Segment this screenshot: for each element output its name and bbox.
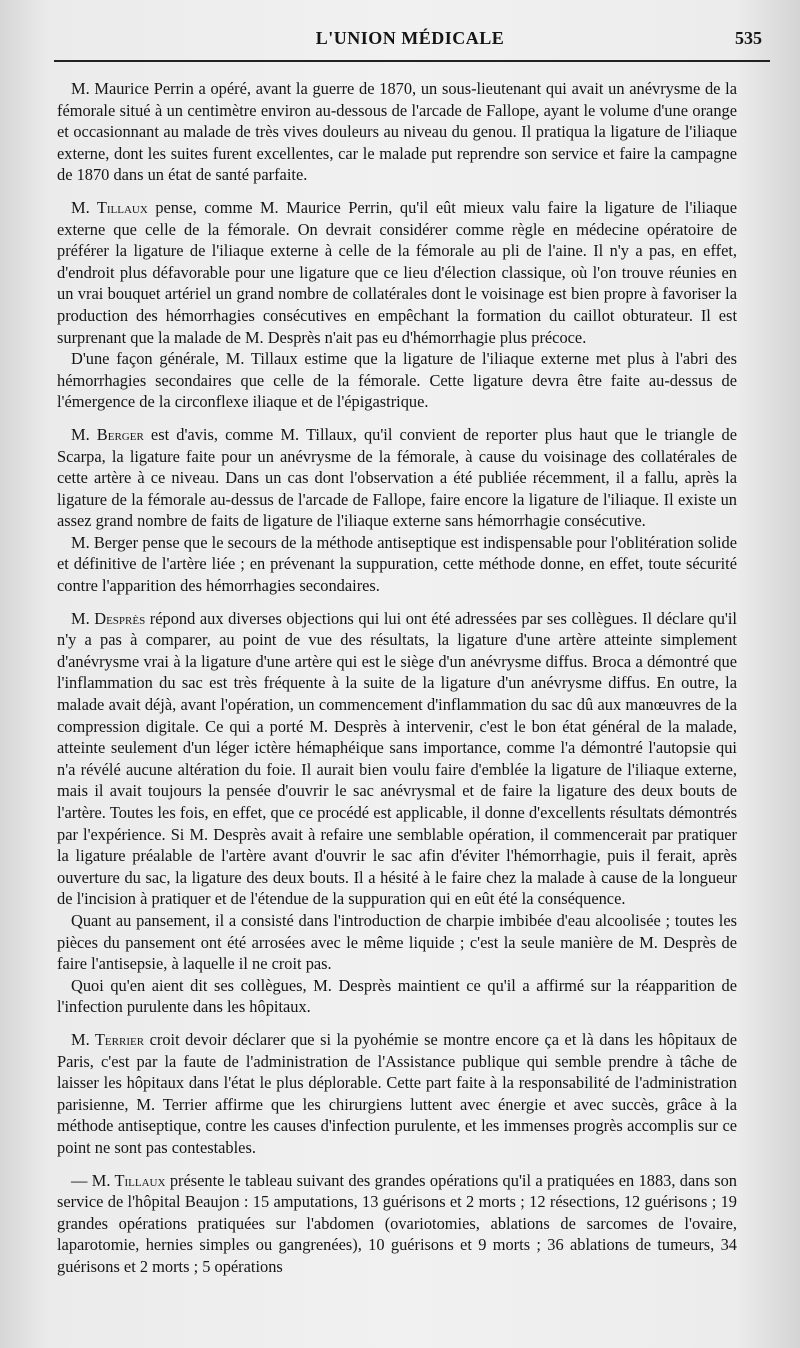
paragraph xyxy=(57,975,737,1018)
paragraph xyxy=(57,424,737,532)
paragraph xyxy=(57,1029,737,1159)
page-number: 535 xyxy=(735,28,762,48)
paragraph-text: est d'avis, comme M. Tillaux, qu'il convient de reporter plus haut que le triangle de Scarpa, la ligature faite pour un anévrysme de la fémorale, à cause du voisinage des collatérales de cette artère à ce niveau. Dans un cas dont l'observation a été publiée récemment, il a fallu, après la ligature de la fémorale au-dessus de l'arcade de Fallope, faire encore la ligature de l'iliaque. Il existe un assez grand nombre de faits de ligature de l'iliaque externe sans hémorrhagie consécutive. xyxy=(57,424,737,531)
speaker-name: M. Desprès xyxy=(71,608,146,628)
paragraph-text: M. Maurice Perrin a opéré, avant la guerre de 1870, un sous-lieutenant qui avait un anévrysme de la fémorale situé à un centimètre environ au-dessous de l'arcade de Fallope, ayant le volume d'une orange et occasionnant au malade de très vives douleurs au niveau du genou. Il pratiqua la ligature de l'iliaque externe, dont les suites furent excellentes, car le malade put reprendre son service et faire la campagne de 1870 dans un état de santé parfaite. xyxy=(57,79,737,185)
paragraph-text: croit devoir déclarer que si la pyohémie se montre encore ça et là dans les hôpitaux de Paris, c'est par la faute de l'administration de l'Assistance publique qui semble prendre à tâche de laisser les hôpitaux dans l'état le plus déplorable. Cette part faite à la responsabilité de l'administration parisienne, M. Terrier affirme que les chirurgiens luttent avec énergie et avec succès, grâce à la méthode antiseptique, contre les causes d'infection purulente, et les immenses progrès accomplis sur ce point ne sont pas contestables. xyxy=(57,1029,737,1157)
paragraph xyxy=(57,78,737,186)
paragraph-text: M. Berger pense que le secours de la méthode antiseptique est indispensable pour l'oblitération solide et définitive de l'artère liée ; en prévenant la suppuration, cette méthode donne, en effet, toute sécurité contre l'apparition des hémorrhagies secondaires. xyxy=(57,532,737,596)
paragraph xyxy=(57,197,737,348)
paragraph-text: pense, comme M. Maurice Perrin, qu'il eût mieux valu faire la ligature de l'iliaque externe que celle de la fémorale. On devrait considérer comme règle en médecine opératoire de préférer la ligature de l'iliaque externe à celle de la fémorale au pli de l'aine. Il n'y a pas, en effet, d'endroit plus défavorable pour une ligature que ce lieu d'élection classique, où l'on trouve réunies en un vrai bouquet artériel un grand nombre de collatérales dont le voisinage est bien propre à favoriser la production des hémorrhagies consécutives en empêchant la formation du caillot obturateur. Il est surprenant que la malade de M. Desprès n'ait pas eu d'hémorrhagie plus précoce. xyxy=(57,197,737,347)
paragraph-text: Quoi qu'en aient dit ses collègues, M. Desprès maintient ce qu'il a affirmé sur la réapparition de l'infection purulente dans les hôpitaux. xyxy=(57,975,737,1017)
running-header xyxy=(50,24,770,56)
paragraph xyxy=(57,910,737,975)
journal-title: L'UNION MÉDICALE xyxy=(315,28,505,48)
speaker-name: M. Tillaux xyxy=(71,197,148,217)
speaker-name: M. Terrier xyxy=(71,1029,145,1049)
paragraph-text: Quant au pansement, il a consisté dans l'introduction de charpie imbibée d'eau alcoolisée ; toutes les pièces du pansement ont été arrosées avec le même liquide ; c'est la seule manière de M. Desprès de faire l'antisepsie, à laquelle il ne croit pas. xyxy=(57,910,737,974)
paragraph xyxy=(57,348,737,413)
paragraph xyxy=(57,608,737,910)
paragraph-text: présente le tableau suivant des grandes opérations qu'il a pratiquées en 1883, dans son service de l'hôpital Beaujon : 15 amputations, 13 guérisons et 2 morts ; 12 résections, 12 guérisons ; 19 grandes opérations pratiquées sur l'abdomen (ovariotomies, ablations de sarcomes de l'ovaire, laparotomie, hernies simples ou gangrenées), 10 guérisons et 9 morts ; 36 ablations de tumeurs, 34 guérisons et 2 morts ; 5 opérations xyxy=(57,1170,737,1276)
header-rule xyxy=(54,60,770,62)
paragraph-text: D'une façon générale, M. Tillaux estime que la ligature de l'iliaque externe met plus à l'abri des hémorrhagies secondaires que celle de la fémorale. Cette ligature devra être faite au-dessus de l'émergence de la circonflexe iliaque et de l'épigastrique. xyxy=(57,349,737,412)
body-text xyxy=(57,78,737,1277)
speaker-name: M. Berger xyxy=(71,424,144,444)
paragraph xyxy=(57,1170,737,1278)
speaker-name: — M. Tillaux xyxy=(71,1170,166,1190)
paragraph-text: répond aux diverses objections qui lui ont été adressées par ses collègues. Il déclare qu'il n'y a pas à comparer, au point de vue des résultats, la ligature d'une artère atteinte simplement d'anévrysme vrai à la ligature d'une artère qui est le siège d'un anévrysme diffus. Broca a démontré que l'inflammation du sac est très fréquente à la suite de la ligature d'un anévrysme diffus. En outre, la malade avait déjà, avant l'opération, un commencement d'inflammation du sac dû aux manœuvres de la compression digitale. Ce qui a porté M. Desprès à intervenir, c'est le bon état général de la malade, atteinte seulement d'un léger ictère hémaphéique sans importance, comme l'a démontré l'autopsie qui n'a révélé aucune altération du foie. Il aurait bien voulu faire d'emblée la ligature de l'iliaque externe, mais il avait toujours la pensée d'ouvrir le sac anévrysmal et de faire la ligature des deux bouts de l'artère. Toutes les fois, en effet, que ce procédé est applicable, il donne d'excellents résultats démontrés par l'expérience. Si M. Desprès avait à refaire une semblable opération, il commencerait par pratiquer la ligature préalable de l'artère avant d'ouvrir le sac afin d'éviter l'hémorrhagie, puis il ferait, après ouverture du sac, la ligature des deux bouts. Il a hésité à le faire chez la malade à cause de la longueur de l'incision à pratiquer et de l'étendue de la suppuration qui en eût été la conséquence. xyxy=(57,608,737,909)
paragraph xyxy=(57,532,737,597)
